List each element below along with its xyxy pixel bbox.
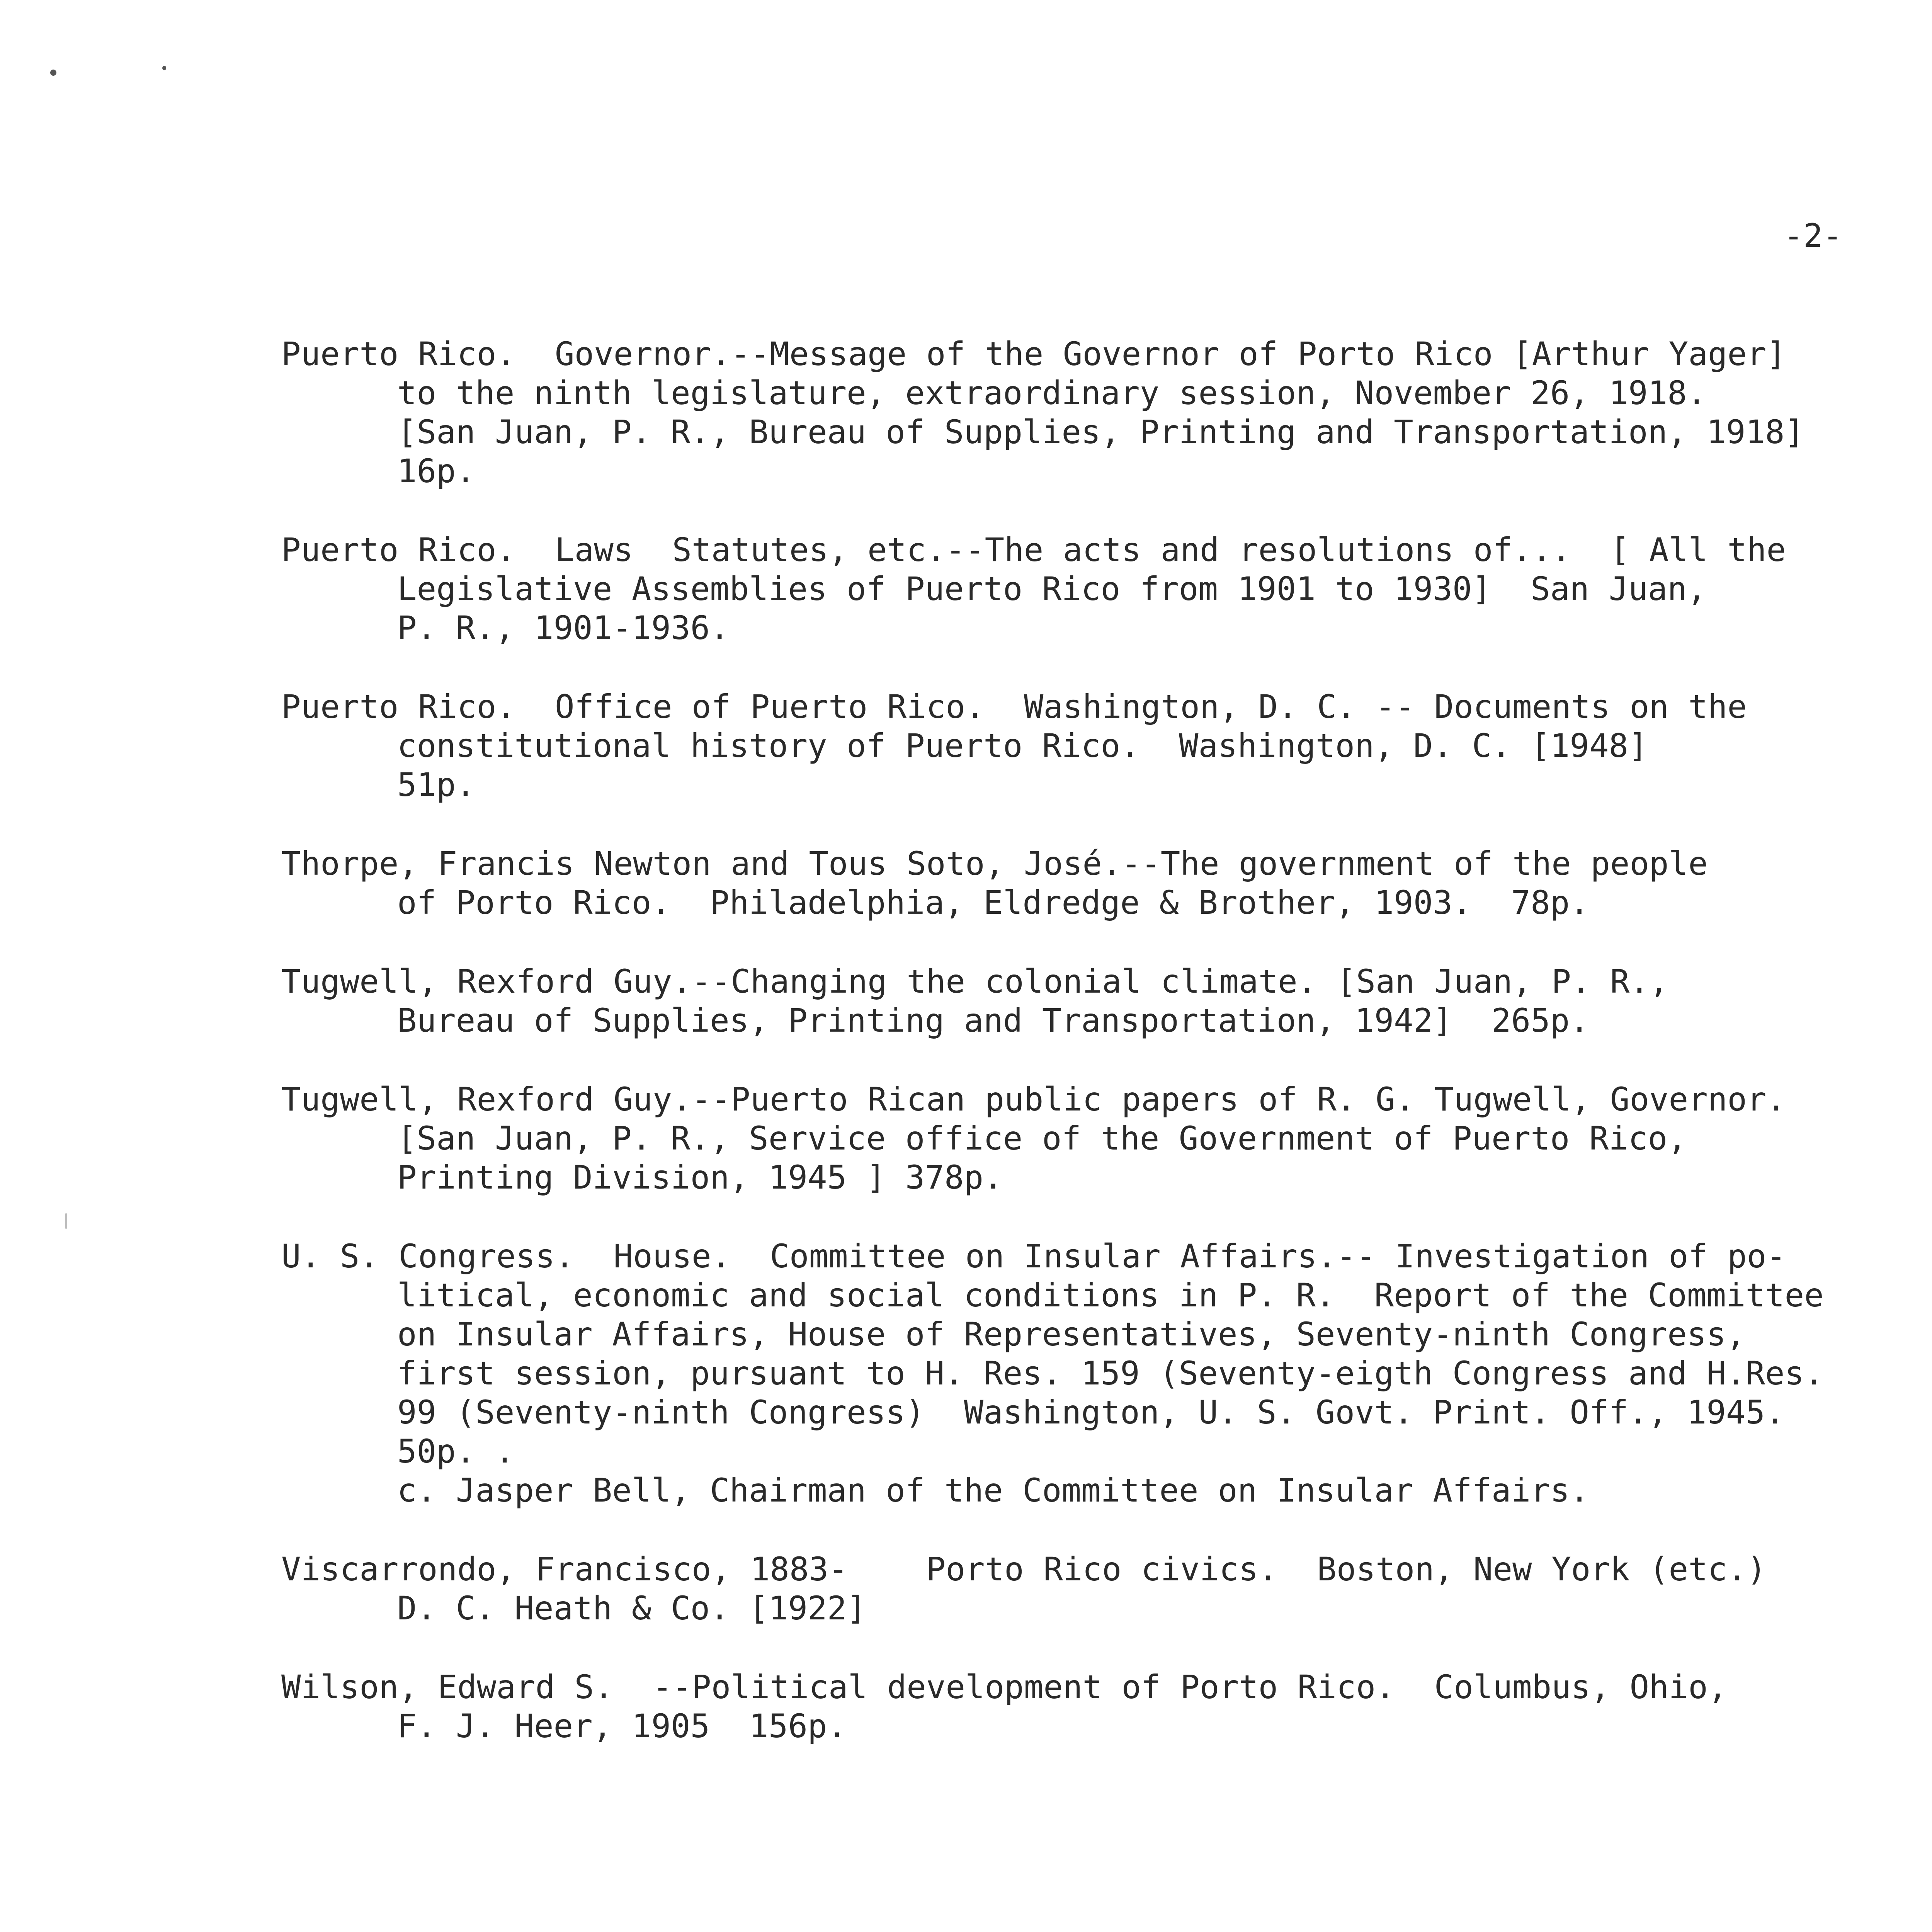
entry-line: constitutional history of Puerto Rico. Washington, D. C. [1948] (397, 727, 1648, 765)
entry-line: Tugwell, Rexford Guy.--Puerto Rican public papers of R. G. Tugwell, Governor. (281, 1080, 1786, 1118)
entry-line: 99 (Seventy-ninth Congress) Washington, U. S. Govt. Print. Off., 1945. (397, 1393, 1785, 1431)
scan-speck (65, 1213, 67, 1229)
entry-line: Puerto Rico. Governor.--Message of the Governor of Porto Rico [Arthur Yager] (281, 335, 1786, 373)
entry-line: Bureau of Supplies, Printing and Transportation, 1942] 265p. (397, 1002, 1589, 1039)
entry-line: Wilson, Edward S. --Political development of Porto Rico. Columbus, Ohio, (281, 1668, 1728, 1706)
bibliography-entry (281, 1237, 1866, 1510)
entry-line: U. S. Congress. House. Committee on Insular Affairs.-- Investigation of po- (281, 1237, 1786, 1275)
entry-line: to the ninth legislature, extraordinary session, November 26, 1918. (397, 374, 1707, 412)
bibliography-entry (281, 335, 1866, 491)
entry-line: Thorpe, Francis Newton and Tous Soto, José.--The government of the people (281, 845, 1708, 883)
entry-line: litical, economic and social conditions in P. R. Report of the Committee (397, 1276, 1824, 1314)
entry-line: Puerto Rico. Laws Statutes, etc.--The acts and resolutions of... [ All the (281, 531, 1786, 569)
entry-line: 51p. (397, 766, 476, 804)
entry-line: D. C. Heath & Co. [1922] (397, 1589, 866, 1627)
entry-line: Printing Division, 1945 ] 378p. (397, 1158, 1003, 1196)
bibliography-entry (281, 531, 1866, 648)
bibliography-entry (281, 962, 1866, 1040)
entry-line: P. R., 1901-1936. (397, 609, 730, 647)
entry-line: 50p. . (397, 1432, 515, 1470)
entry-line: c. Jasper Bell, Chairman of the Committee on Insular Affairs. (397, 1471, 1589, 1509)
entry-line: of Porto Rico. Philadelphia, Eldredge & Brother, 1903. 78p. (397, 884, 1589, 922)
scan-speck (50, 70, 56, 76)
scan-speck (162, 66, 166, 70)
page-number: -2- (1784, 217, 1842, 255)
entry-line: on Insular Affairs, House of Representatives, Seventy-ninth Congress, (397, 1315, 1746, 1353)
bibliography-entry (281, 1080, 1866, 1197)
bibliography-entry (281, 1668, 1866, 1746)
entry-line: Puerto Rico. Office of Puerto Rico. Washington, D. C. -- Documents on the (281, 688, 1747, 726)
entry-line: [San Juan, P. R., Service office of the Government of Puerto Rico, (397, 1119, 1687, 1157)
entry-line: 16p. (397, 452, 476, 490)
bibliography-entry (281, 844, 1866, 922)
entry-line: Viscarrondo, Francisco, 1883- Porto Rico civics. Boston, New York (etc.) (281, 1550, 1767, 1588)
entry-line: first session, pursuant to H. Res. 159 (Seventy-eigth Congress and H.Res. (397, 1354, 1824, 1392)
entry-line: Tugwell, Rexford Guy.--Changing the colonial climate. [San Juan, P. R., (281, 963, 1669, 1000)
entry-line: F. J. Heer, 1905 156p. (397, 1707, 847, 1745)
entry-line: Legislative Assemblies of Puerto Rico from 1901 to 1930] San Juan, (397, 570, 1707, 608)
bibliography (281, 335, 1866, 1786)
bibliography-entry (281, 687, 1866, 804)
entry-line: [San Juan, P. R., Bureau of Supplies, Printing and Transportation, 1918] (397, 413, 1804, 451)
bibliography-entry (281, 1550, 1866, 1628)
